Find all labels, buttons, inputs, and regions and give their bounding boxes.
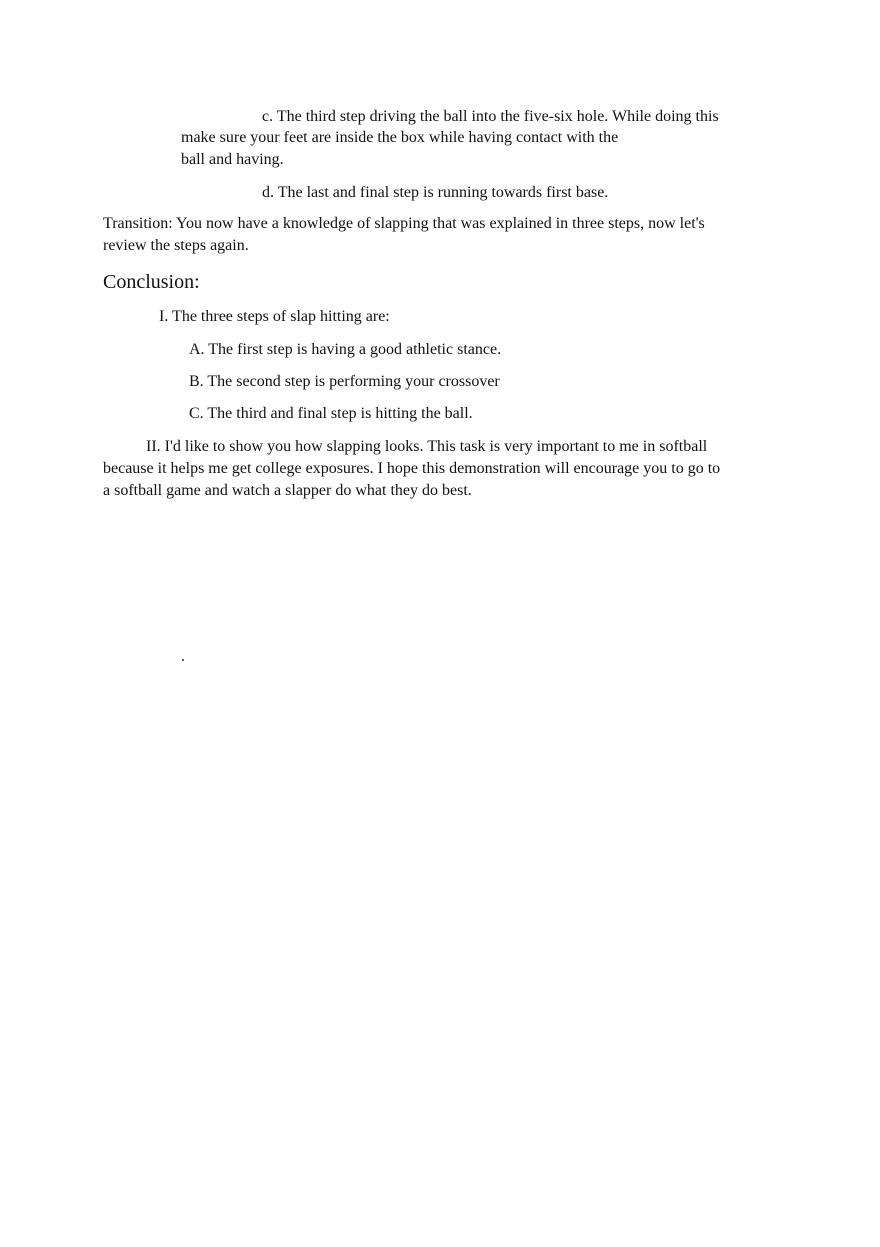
transition-line-2: review the steps again. bbox=[103, 237, 249, 254]
transition-line-1: Transition: You now have a knowledge of slapping that was explained in three steps, now let's bbox=[103, 215, 705, 232]
subpoint-b: B. The second step is performing your crossover bbox=[189, 373, 500, 390]
step-c-line-3: ball and having. bbox=[181, 151, 284, 168]
step-c-line-1: c. The third step driving the ball into the five-six hole. While doing this bbox=[262, 108, 719, 125]
step-c-line-2: make sure your feet are inside the box while having contact with the bbox=[181, 129, 619, 146]
point-2-line-2: because it helps me get college exposures. I hope this demonstration will encourage you to go to bbox=[103, 460, 721, 477]
point-2-line-1: II. I'd like to show you how slapping looks. This task is very important to me in softball bbox=[146, 438, 708, 455]
conclusion-heading: Conclusion: bbox=[103, 271, 200, 293]
subpoint-a: A. The first step is having a good athletic stance. bbox=[189, 341, 502, 358]
point-2-line-3: a softball game and watch a slapper do what they do best. bbox=[103, 482, 472, 499]
stray-period: . bbox=[181, 648, 185, 665]
step-d: d. The last and final step is running towards first base. bbox=[262, 184, 609, 201]
conclusion-point-1: I. The three steps of slap hitting are: bbox=[159, 308, 390, 325]
subpoint-c: C. The third and final step is hitting the ball. bbox=[189, 405, 473, 422]
